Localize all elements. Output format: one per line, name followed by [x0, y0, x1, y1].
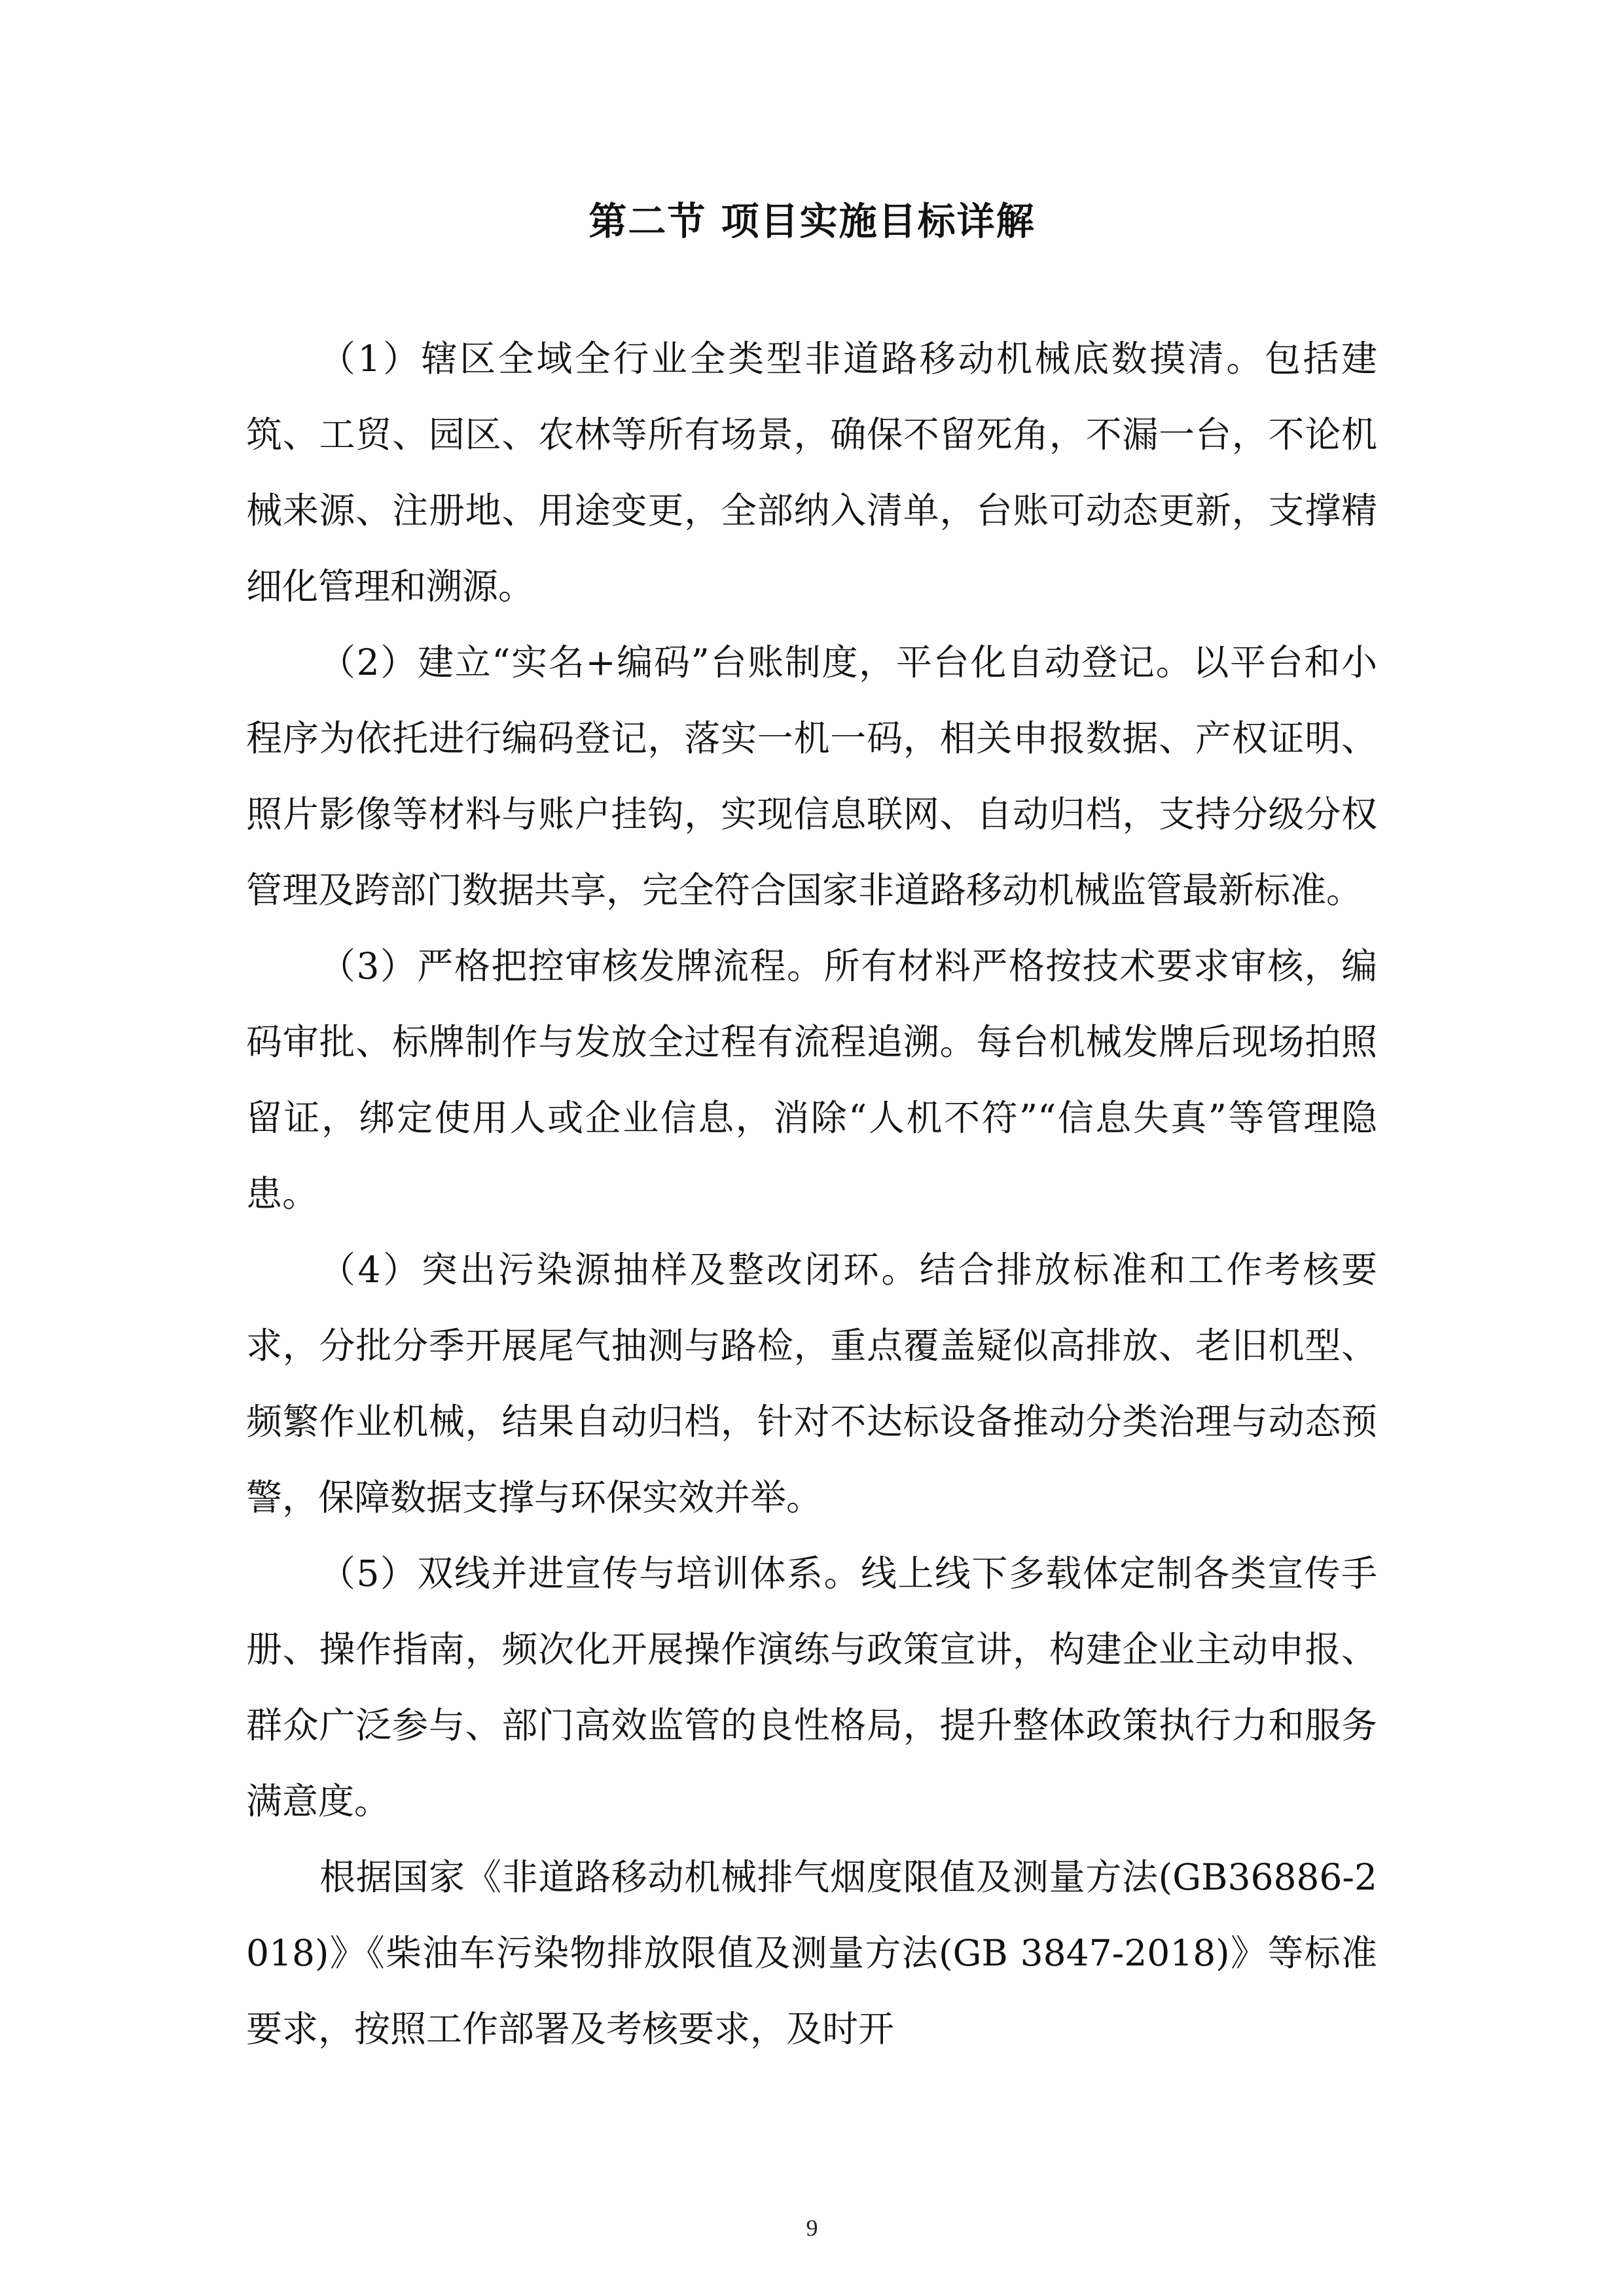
paragraph-5: （5）双线并进宣传与培训体系。线上线下多载体定制各类宣传手册、操作指南，频次化开展操作演练与政策宣讲，构建企业主动申报、群众广泛参与、部门高效监管的良性格局，提升整体政策执行力和服务满意度。 — [246, 1552, 1377, 1822]
page-number: 9 — [806, 2215, 818, 2241]
paragraph-standards: 根据国家《非道路移动机械排气烟度限值及测量方法(GB36886-2018)》《柴油车污染物排放限值及测量方法(GB 3847-2018)》等标准要求，按照工作部署及考核要求，及时开 — [246, 1856, 1377, 2050]
body-text — [246, 321, 1377, 2067]
paragraph-2: （2）建立“实名+编码”台账制度，平台化自动登记。以平台和小程序为依托进行编码登记，落实一机一码，相关申报数据、产权证明、照片影像等材料与账户挂钩，实现信息联网、自动归档，支持分级分权管理及跨部门数据共享，完全符合国家非道路移动机械监管最新标准。 — [246, 641, 1377, 911]
paragraph-3: （3）严格把控审核发牌流程。所有材料严格按技术要求审核，编码审批、标牌制作与发放全过程有流程追溯。每台机械发牌后现场拍照留证，绑定使用人或企业信息，消除“人机不符”“信息失真”等管理隐患。 — [246, 945, 1377, 1215]
paragraph-1: （1）辖区全域全行业全类型非道路移动机械底数摸清。包括建筑、工贸、园区、农林等所有场景，确保不留死角，不漏一台，不论机械来源、注册地、用途变更，全部纳入清单，台账可动态更新，支撑精细化管理和溯源。 — [246, 338, 1377, 607]
section-title: 第二节 项目实施目标详解 — [588, 199, 1036, 243]
paragraph-4: （4）突出污染源抽样及整改闭环。结合排放标准和工作考核要求，分批分季开展尾气抽测与路检，重点覆盖疑似高排放、老旧机型、频繁作业机械，结果自动归档，针对不达标设备推动分类治理与动态预警，保障数据支撑与环保实效并举。 — [246, 1249, 1377, 1518]
